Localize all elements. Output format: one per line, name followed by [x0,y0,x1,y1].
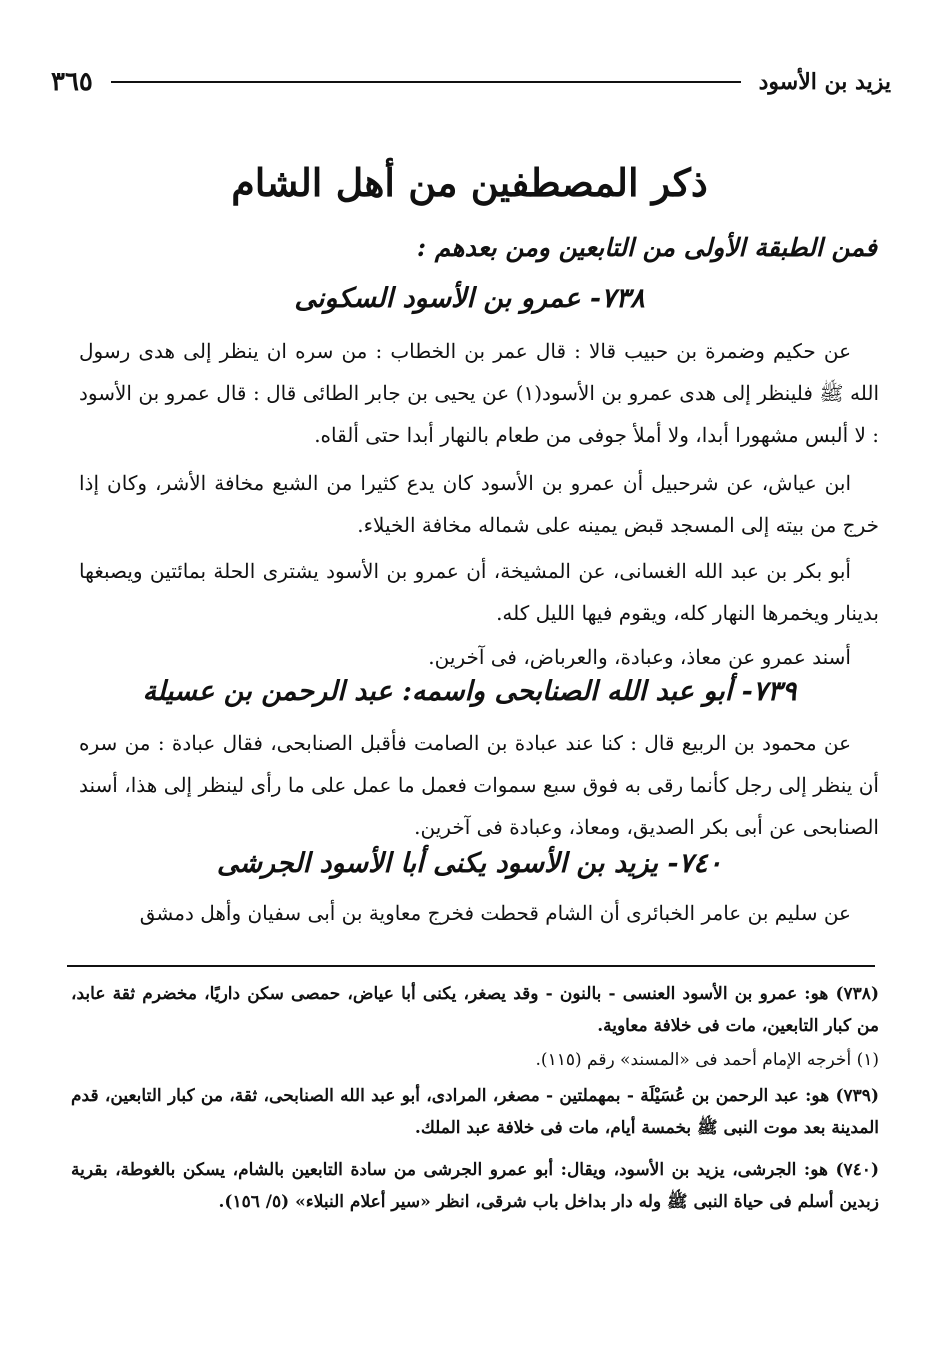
running-title: يزيد بن الأسود [758,69,891,95]
entry-heading-740: ٧٤٠- يزيد بن الأسود يكنى أبا الأسود الجرشى [216,848,723,879]
section-title: ذكر المصطفين من أهل الشام [231,160,708,205]
paragraph: ابن عياش، عن شرحبيل أن عمرو بن الأسود كان يدع كثيرا من الشبع مخافة الأشر، وكان إذا خرج من بيته إلى المسجد قبض يمينه على شماله مخافة الخيلاء. [79,471,879,537]
paragraph: أبو بكر بن عبد الله الغسانى، عن المشيخة، أن عمرو بن الأسود يشترى الحلة بمائتين ويصبغها بدينار ويخمرها النهار كله، ويقوم فيها الليل كله. [79,559,879,625]
paragraph: عن سليم بن عامر الخبائرى أن الشام قحطت فخرج معاوية بن أبى سفيان وأهل دمشق [139,901,851,925]
footnote-739: (٧٣٩) هو: عبد الرحمن بن عُسَيْلَة - بمهملتين - مصغر، المرادى، أبو عبد الله الصنابحى، ثقة، من كبار التابعين، قدم المدينة بعد موت النبى ﷺ بخمسة أيام، مات فى خلافة عبد الملك. [71,1086,879,1138]
entry-heading-738: ٧٣٨- عمرو بن الأسود السكونى [294,283,645,314]
page-number: ٣٦٥ [51,67,93,97]
paragraph: عن حكيم وضمرة بن حبيب قالا : قال عمر بن الخطاب : من سره ان ينظر إلى هدى رسول الله ﷺ فلينظر إلى هدى عمرو بن الأسود(١) عن يحيى بن جابر الطائى قال : قال عمرو بن الأسود : لا ألبس مشهورا أبدا، ولا أملأ جوفى من طعام بالنهار أبدا حتى ألقاه. [79,339,880,447]
paragraph: عن محمود بن الربيع قال : كنا عند عبادة بن الصامت فأقبل الصنابحى، فقال عبادة : من سره أن ينظر إلى رجل كأنما رقى به فوق سبع سموات فعمل ما عمل على ما رأى لينظر إلى هذا، أسند الصنابحى عن أبى بكر الصديق، ومعاذ، وعبادة فى آخرين. [79,731,879,839]
header-rule [111,81,741,83]
footnote-1: (١) أخرجه الإمام أحمد فى «المسند» رقم (١١٥). [535,1050,879,1070]
footnote-rule [67,965,875,967]
entry-heading-739: ٧٣٩- أبو عبد الله الصنابحى واسمه: عبد الرحمن بن عسيلة [142,676,797,707]
subheading: فمن الطبقة الأولى من التابعين ومن بعدهم : [416,233,877,262]
paragraph: أسند عمرو عن معاذ، وعبادة، والعرباض، فى آخرين. [428,645,851,669]
footnote-738: (٧٣٨) هو: عمرو بن الأسود العنسى - بالنون - وقد يصغر، يكنى أبا عياض، حمصى سكن داريًا، مخضرم ثقة عابد، من كبار التابعين، مات فى خلافة معاوية. [71,984,879,1036]
footnote-740: (٧٤٠) هو: الجرشى، يزيد بن الأسود، ويقال: أبو عمرو الجرشى من سادة التابعين بالشام، يسكن بالغوطة، بقرية زبدين أسلم فى حياة النبى ﷺ وله دار بداخل باب شرقى، انظر «سير أعلام النبلاء» (٥/ ١٥٦). [71,1160,879,1212]
running-header [51,62,891,102]
